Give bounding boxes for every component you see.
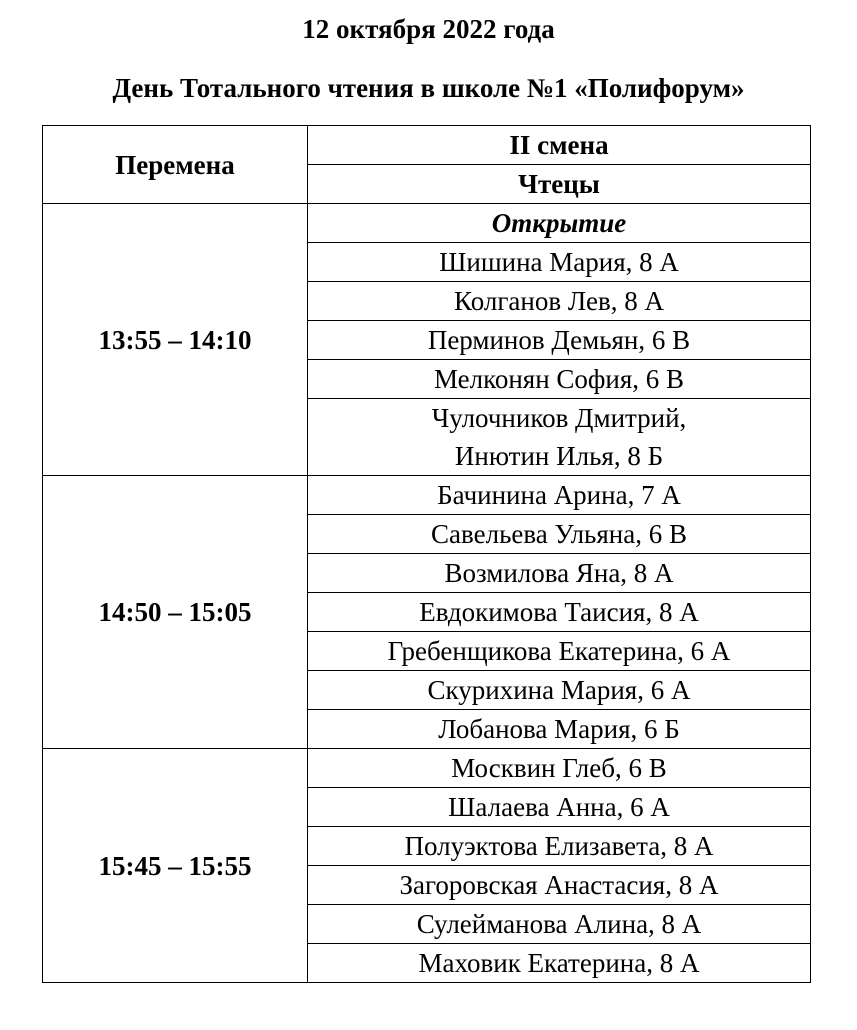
shift-header: II смена [308, 126, 811, 165]
reader-cell: Шалаева Анна, 6 А [308, 788, 811, 827]
break-time-2: 14:50 – 15:05 [43, 476, 308, 749]
document-title: День Тотального чтения в школе №1 «Полифорум» [112, 73, 745, 103]
readers-column-header: Чтецы [308, 165, 811, 204]
break-column-header: Перемена [43, 126, 308, 204]
reader-cell: Возмилова Яна, 8 А [308, 554, 811, 593]
table-header-row [43, 126, 811, 165]
document-date: 12 октября 2022 года [302, 14, 555, 44]
reader-cell: Загоровская Анастасия, 8 А [308, 866, 811, 905]
reader-cell-line-2: Инютин Илья, 8 Б [308, 437, 811, 476]
table-row [43, 749, 811, 788]
reader-cell: Полуэктова Елизавета, 8 А [308, 827, 811, 866]
reader-cell: Перминов Демьян, 6 В [308, 321, 811, 360]
reader-cell: Колганов Лев, 8 А [308, 282, 811, 321]
schedule-table [42, 125, 811, 983]
reader-cell: Мелконян София, 6 В [308, 360, 811, 399]
reader-cell-line-1: Чулочников Дмитрий, [308, 399, 811, 438]
break-time-1: 13:55 – 14:10 [43, 204, 308, 476]
table-row [43, 204, 811, 243]
reader-cell: Сулейманова Алина, 8 А [308, 905, 811, 944]
reader-cell: Евдокимова Таисия, 8 А [308, 593, 811, 632]
reader-cell: Лобанова Мария, 6 Б [308, 710, 811, 749]
reader-cell: Шишина Мария, 8 А [308, 243, 811, 282]
reader-cell: Бачинина Арина, 7 А [308, 476, 811, 515]
reader-cell: Гребенщикова Екатерина, 6 А [308, 632, 811, 671]
reader-cell: Савельева Ульяна, 6 В [308, 515, 811, 554]
table-row [43, 476, 811, 515]
reader-cell: Москвин Глеб, 6 В [308, 749, 811, 788]
break-time-3: 15:45 – 15:55 [43, 749, 308, 983]
opening-label: Открытие [308, 204, 811, 243]
reader-cell: Скурихина Мария, 6 А [308, 671, 811, 710]
reader-cell: Маховик Екатерина, 8 А [308, 944, 811, 983]
